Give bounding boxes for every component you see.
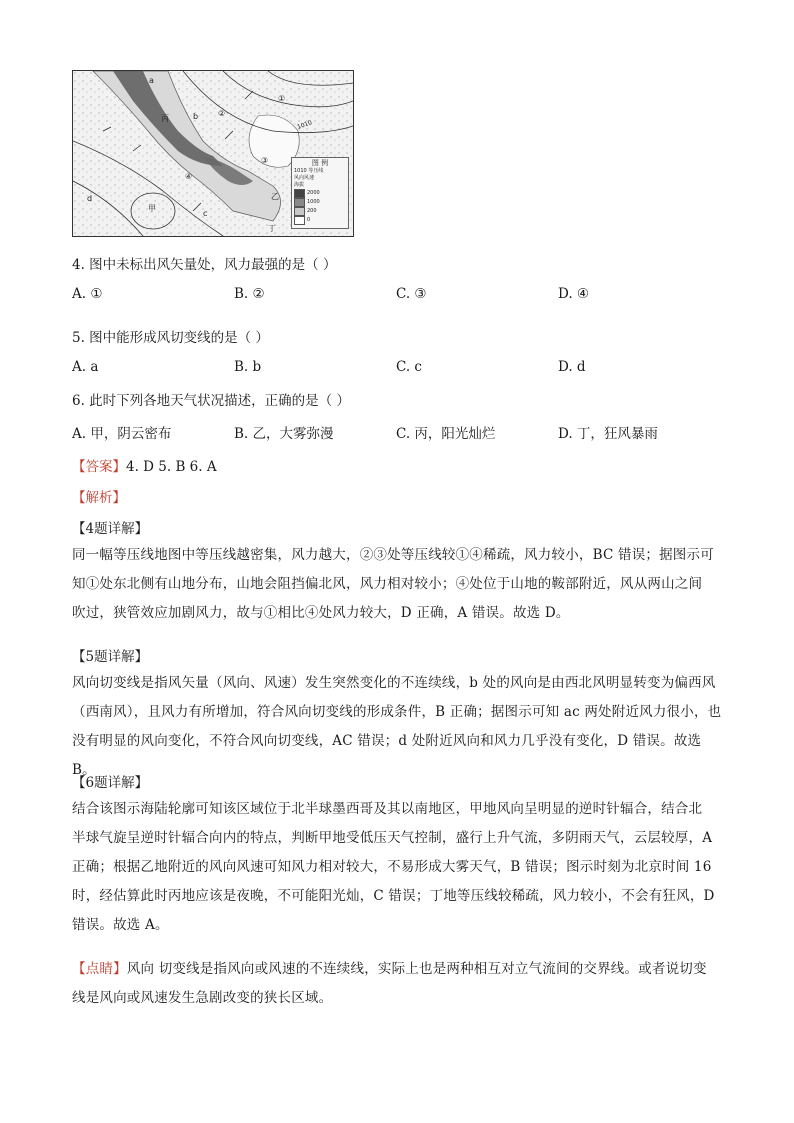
detail-6-head: 【6题详解】	[72, 775, 149, 791]
detail-5-body	[72, 669, 722, 785]
dianjing-block	[72, 955, 722, 1013]
question-5-stem: 5. 图中能形成风切变线的是（ ）	[72, 330, 269, 346]
analysis-label: 【解析】	[72, 490, 126, 506]
answer-label: 【答案】	[72, 459, 126, 475]
detail-line: （西南风），且风力有所增加，符合风向切变线的形成条件，B 正确；据图示可知 ac 两处附近风力很小，也	[72, 704, 722, 720]
detail-line: 结合该图示海陆轮廓可知该区域位于北半球墨西哥及其以南地区，甲地风向呈明显的逆时针辐合，结合北	[72, 801, 703, 817]
map-label-a: a	[149, 76, 154, 85]
legend-elev-row: 1000	[294, 198, 346, 207]
option-d: D. ④	[558, 286, 590, 302]
detail-line: 时，经估算此时丙地应该是夜晚，不可能阳光灿，C 错误；丁地等压线较稀疏，风力较小，不会有狂风，D	[72, 888, 715, 904]
question-4-options	[72, 286, 722, 302]
map-label-d: d	[87, 194, 93, 203]
detail-line: 正确；根据乙地附近的风向风速可知风力相对较大，不易形成大雾天气，B 错误；图示时刻为北京时间 16	[72, 859, 712, 875]
legend-elev-title: 海拔	[294, 182, 305, 188]
option-d: D. 丁，狂风暴雨	[558, 426, 658, 442]
map-label-bing: 丙	[161, 114, 169, 123]
detail-4-body	[72, 541, 722, 628]
dianjing-line: 线是风向或风速发生急剧改变的狭长区域。	[72, 990, 333, 1006]
detail-line: 半球气旋呈逆时针辐合向内的特点，判断甲地受低压天气控制，盛行上升气流，多阴雨天气，云层较厚，A	[72, 830, 713, 846]
detail-6-body	[72, 795, 722, 940]
option-b: B. 乙，大雾弥漫	[234, 426, 334, 442]
map-legend	[291, 157, 349, 229]
map-label-c4: ④	[185, 172, 193, 181]
option-a: A. 甲，阴云密布	[72, 426, 172, 442]
map-label-b: b	[193, 112, 199, 121]
option-d: D. d	[558, 359, 586, 375]
answer-text: 4. D 5. B 6. A	[126, 459, 217, 475]
option-c: C. ③	[396, 286, 427, 302]
option-b: B. ②	[234, 286, 265, 302]
map-label-c2: ②	[218, 109, 226, 118]
question-6-options	[72, 422, 722, 442]
answer-line	[72, 455, 722, 475]
question-4-stem: 4. 图中未标出风矢量处，风力最强的是（ ）	[72, 257, 337, 273]
detail-5-head: 【5题详解】	[72, 649, 149, 665]
detail-line: 同一幅等压线地图中等压线越密集，风力越大，②③处等压线较①④稀疏，风力较小，BC 错误；据图示可	[72, 547, 714, 563]
map-isobar-label: 1010	[296, 119, 314, 131]
detail-line: 风向切变线是指风矢量（风向、风速）发生突然变化的不连续线，b 处的风向是由西北风明显转变为偏西风	[72, 675, 716, 691]
question-5-options	[72, 359, 722, 375]
option-a: A. ①	[72, 286, 103, 302]
option-b: B. b	[234, 359, 262, 375]
question-6-stem: 6. 此时下列各地天气状况描述，正确的是（ ）	[72, 393, 350, 409]
legend-elev-row: 200	[294, 207, 346, 216]
option-c: C. 丙，阳光灿烂	[396, 426, 496, 442]
detail-4-head: 【4题详解】	[72, 521, 149, 537]
legend-wind: 风向风速	[294, 175, 315, 181]
detail-line: 吹过，狭管效应加剧风力，故与①相比④处风力较大，D 正确，A 错误。故选 D。	[72, 605, 570, 621]
dianjing-line: 【点睛】风向 切变线是指风向或风速的不连续线，实际上也是两种相互对立气流间的交界线。或者说切变	[72, 961, 707, 977]
option-c: C. c	[396, 359, 422, 375]
dianjing-label: 【点睛】	[72, 961, 127, 977]
legend-title: 图 例	[311, 159, 329, 167]
weather-map-figure	[72, 70, 354, 237]
map-label-ding: 丁	[268, 224, 276, 233]
legend-isobar: 1010 等压线	[294, 168, 324, 174]
detail-line: 错误。故选 A。	[72, 917, 169, 933]
detail-line: 知①处东北侧有山地分布，山地会阻挡偏北风，风力相对较小；④处位于山地的鞍部附近，风从两山之间	[72, 576, 703, 592]
map-label-c3: ③	[261, 156, 269, 165]
map-label-c: c	[203, 209, 208, 218]
legend-elev-row: 0	[294, 216, 346, 225]
map-label-jia: 甲	[148, 204, 156, 213]
map-label-yi: 乙	[271, 192, 279, 201]
detail-line: 没有明显的风向变化，不符合风向切变线，AC 错误；d 处附近风向和风力几乎没有变化，D 错误。故选 B。	[72, 733, 702, 778]
option-a: A. a	[72, 359, 99, 375]
legend-elev-row: 2000	[294, 189, 346, 198]
map-label-c1: ①	[278, 94, 286, 103]
